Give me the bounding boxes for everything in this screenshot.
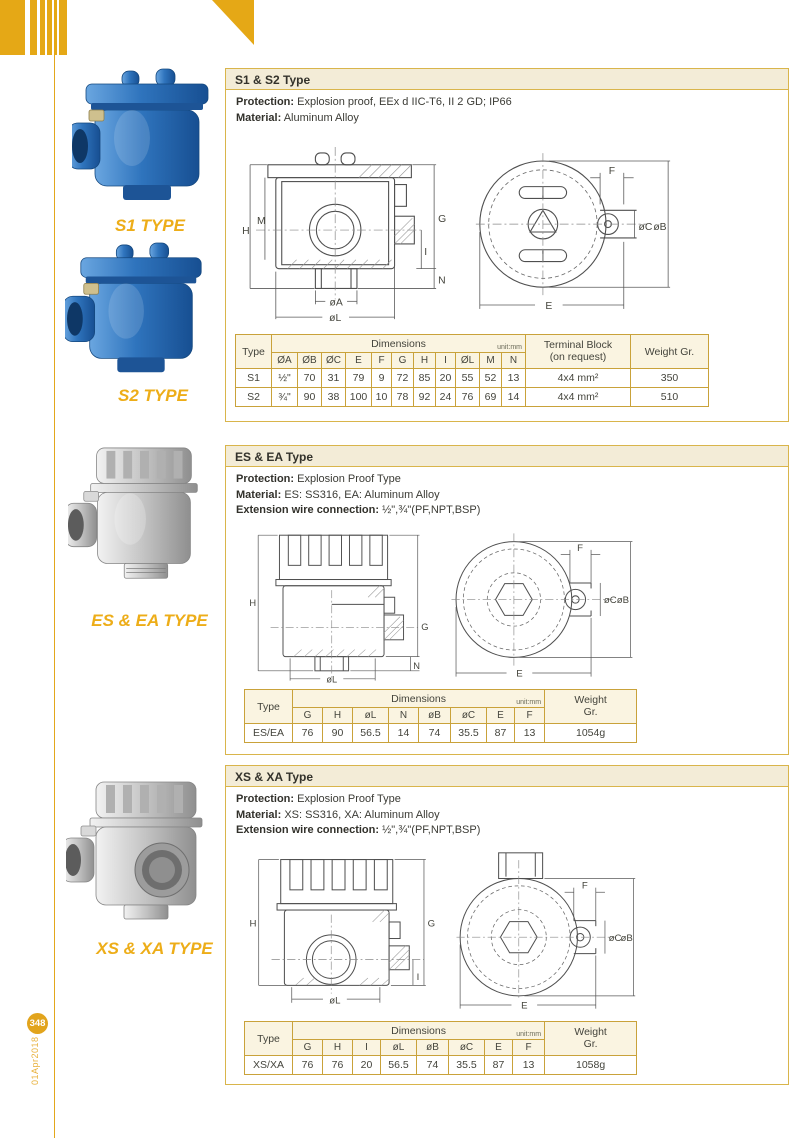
dim-col: ØA [272, 353, 298, 369]
col-weight: Weight Gr. [631, 335, 709, 369]
dim-col: F [515, 708, 545, 724]
xsxa-specs [236, 792, 480, 839]
dim-label-G: G [421, 622, 429, 633]
col-type: Type [245, 1022, 293, 1056]
dim-col: E [487, 708, 515, 724]
dim-label-oB: øB [653, 222, 667, 234]
es-ea-product-photo [68, 444, 218, 600]
dim-label-H: H [249, 598, 257, 609]
spec-value: ES: SS316, EA: Aluminum Alloy [284, 488, 440, 501]
dim-col: M [480, 353, 502, 369]
dim-label-I: I [424, 246, 428, 258]
dim-label-oL: øL [329, 995, 341, 1007]
dim-col: E [346, 353, 372, 369]
dim-label-oA: øA [329, 297, 343, 309]
dim-label-oL: øL [329, 313, 342, 325]
dim-label-N: N [413, 661, 421, 672]
dim-col: H [414, 353, 436, 369]
dim-col: H [323, 1040, 353, 1056]
col-dimensions: Dimensions unit:mm [293, 690, 545, 708]
corner-stripes-decoration [0, 0, 70, 56]
dim-label-E: E [521, 1000, 528, 1012]
dim-col: N [502, 353, 526, 369]
s1s2-top-view-drawing [466, 147, 678, 317]
spec-label: Material: [236, 488, 282, 501]
spec-label: Protection: [236, 793, 295, 805]
dim-col: øL [381, 1040, 417, 1056]
dim-col: E [485, 1040, 513, 1056]
dim-col: øC [451, 708, 487, 724]
dim-label-oC: øC [638, 222, 653, 234]
s1s2-section-panel [225, 68, 789, 422]
dim-label-F: F [577, 542, 583, 554]
dim-label-oB: øB [616, 595, 630, 607]
dim-col: N [389, 708, 419, 724]
dim-col: I [353, 1040, 381, 1056]
spec-label: Protection: [236, 96, 295, 108]
xs-xa-type-label: XS & XA TYPE [96, 939, 213, 958]
col-dimensions: Dimensions unit:mm [272, 335, 526, 353]
table-row-s1: S1 ½" 70 31 79 9 72 85 20 55 52 13 4x4 mm² 350 [236, 369, 709, 388]
spec-value: Explosion Proof Type [297, 473, 401, 485]
s1s2-specs [236, 95, 512, 126]
spec-label: Material: [236, 111, 282, 124]
dim-col: G [392, 353, 414, 369]
triangle-decoration [212, 0, 254, 45]
dim-label-N: N [438, 275, 446, 287]
spec-label: Extension wire connection: [236, 824, 380, 836]
s1-product-photo [72, 66, 222, 216]
dim-col: øB [417, 1040, 449, 1056]
dim-label-E: E [545, 300, 553, 312]
table-row-xsxa: XS/XA 76 76 20 56.5 74 35.5 87 13 1058g [245, 1056, 637, 1075]
s2-type-label: S2 TYPE [118, 386, 188, 405]
col-weight: Weight Gr. [545, 690, 637, 724]
s2-product-photo [65, 240, 217, 388]
esea-side-view-drawing [244, 528, 439, 686]
esea-section-title: ES & EA Type [226, 446, 788, 467]
dim-label-oL: øL [326, 674, 338, 685]
col-type: Type [236, 335, 272, 369]
spec-label: Extension wire connection: [236, 504, 380, 516]
s1s2-dimensions-table [235, 334, 709, 407]
dim-col: ØC [322, 353, 346, 369]
dim-label-oC: øC [608, 932, 622, 944]
col-type: Type [245, 690, 293, 724]
unit-note: unit:mm [497, 344, 522, 351]
dim-label-M: M [257, 216, 266, 228]
es-ea-type-label: ES & EA TYPE [91, 611, 208, 630]
xsxa-section-title: XS & XA Type [226, 766, 788, 787]
spec-value: Explosion Proof Type [297, 793, 401, 805]
unit-note: unit:mm [516, 1031, 542, 1038]
dim-label-E: E [516, 668, 523, 680]
dim-label-F: F [581, 880, 588, 892]
dim-col: G [293, 708, 323, 724]
spec-value: ½",¾"(PF,NPT,BSP) [382, 824, 481, 836]
esea-dimensions-table [244, 689, 637, 743]
dim-label-G: G [427, 918, 436, 930]
vertical-rule [54, 55, 55, 1138]
esea-specs [236, 472, 480, 519]
dim-label-oB: øB [620, 932, 633, 944]
spec-value: ½",¾"(PF,NPT,BSP) [382, 504, 481, 516]
dim-col: F [513, 1040, 545, 1056]
spec-label: Protection: [236, 473, 295, 485]
dim-col: F [372, 353, 392, 369]
s1s2-side-view-drawing [238, 143, 466, 331]
xsxa-section-panel [225, 765, 789, 1085]
dim-label-oC: øC [603, 595, 617, 607]
unit-note: unit:mm [516, 699, 542, 706]
dim-col: øB [419, 708, 451, 724]
col-dimensions: Dimensions unit:mm [293, 1022, 545, 1040]
table-row-s2: S2 ¾" 90 38 100 10 78 92 24 76 69 14 4x4 mm² 510 [236, 388, 709, 407]
xsxa-side-view-drawing [244, 854, 446, 1012]
spec-label: Material: [236, 808, 282, 821]
xs-xa-product-photo [66, 780, 222, 932]
spec-value: XS: SS316, XA: Aluminum Alloy [284, 808, 440, 821]
dim-col: ØB [298, 353, 322, 369]
esea-section-panel [225, 445, 789, 755]
xsxa-dimensions-table [244, 1021, 637, 1075]
dim-col: I [436, 353, 456, 369]
dim-col: øL [353, 708, 389, 724]
col-terminal-block: Terminal Block (on request) [526, 335, 631, 369]
spec-value: Explosion proof, EEx d IIC-T6, II 2 GD; IP66 [297, 96, 512, 108]
xsxa-top-view-drawing [444, 851, 644, 1016]
s1s2-section-title: S1 & S2 Type [226, 69, 788, 90]
page-date: 01Apr2018 [30, 1036, 40, 1085]
dim-label-F: F [608, 165, 616, 177]
dim-label-H: H [249, 918, 257, 930]
dim-col: øC [449, 1040, 485, 1056]
spec-value: Aluminum Alloy [283, 111, 359, 124]
dim-label-G: G [438, 214, 447, 226]
dim-col: H [323, 708, 353, 724]
col-weight: Weight Gr. [545, 1022, 637, 1056]
dim-label-I: I [416, 971, 420, 983]
table-row-esea: ES/EA 76 90 56.5 14 74 35.5 87 13 1054g [245, 724, 637, 743]
dim-col: G [293, 1040, 323, 1056]
dim-label-H: H [242, 226, 250, 238]
page-number-badge: 348 [27, 1013, 48, 1034]
esea-top-view-drawing [441, 526, 641, 684]
dim-col: ØL [456, 353, 480, 369]
s1-type-label: S1 TYPE [115, 216, 185, 235]
